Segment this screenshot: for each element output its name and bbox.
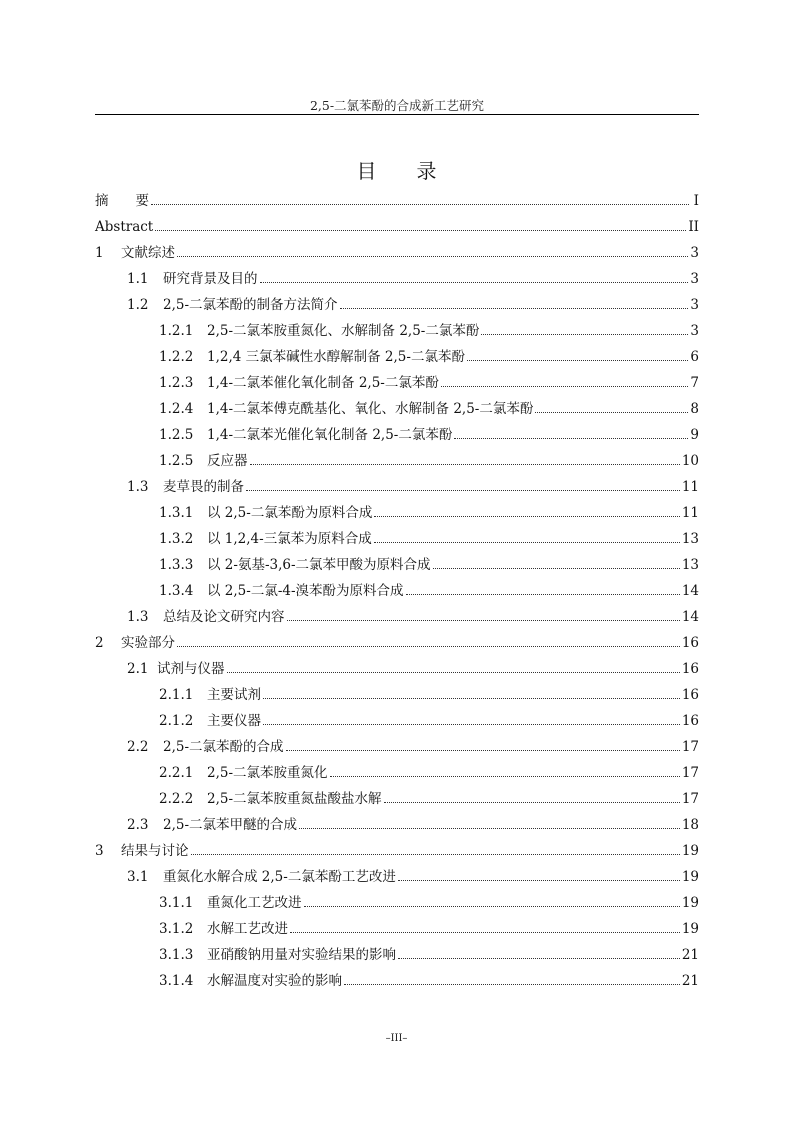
toc-entry-page: 13 xyxy=(681,557,699,573)
toc-entry-label: 研究背景及目的 xyxy=(163,271,258,287)
toc-entry-label: 水解工艺改进 xyxy=(207,921,288,937)
toc-entry[interactable] xyxy=(95,521,699,547)
toc-entry-label: 以 2-氨基-3,6-二氯苯甲酸为原料合成 xyxy=(207,557,431,573)
toc-entry-number: 2.1.2 xyxy=(159,713,194,729)
toc-entry[interactable] xyxy=(95,417,699,443)
toc-entry-page: 9 xyxy=(690,427,699,443)
toc-entry-number: 2.2.2 xyxy=(159,791,194,807)
toc-entry[interactable] xyxy=(95,963,699,989)
toc-entry-number: 1.2.1 xyxy=(159,323,194,339)
dot-leader xyxy=(151,204,689,205)
dot-leader xyxy=(384,802,680,803)
toc-entry[interactable] xyxy=(95,651,699,677)
toc-entry-label: 重氮化工艺改进 xyxy=(207,895,302,911)
toc-entry-number: 1.2.3 xyxy=(159,375,194,391)
toc-entry[interactable] xyxy=(95,495,699,521)
toc-entry-number: 2 xyxy=(95,635,104,651)
toc-entry[interactable] xyxy=(95,599,699,625)
toc-entry-page: 13 xyxy=(681,531,699,547)
dot-leader xyxy=(374,542,680,543)
toc-entry-page: 16 xyxy=(681,661,699,677)
toc-entry-number: 1.3.1 xyxy=(159,505,194,521)
dot-leader xyxy=(290,932,680,933)
toc-entry-page: 19 xyxy=(681,895,699,911)
dot-leader xyxy=(304,906,680,907)
toc-entry-number: 1.2.5 xyxy=(159,453,194,469)
toc-entry-label: 水解温度对实验的影响 xyxy=(207,973,342,989)
dot-leader xyxy=(263,724,680,725)
toc-entry[interactable] xyxy=(95,807,699,833)
toc-entry-label: 1,4-二氯苯傅克酰基化、氧化、水解制备 2,5-二氯苯酚 xyxy=(207,401,534,417)
toc-entry-number: 3.1.4 xyxy=(159,973,194,989)
toc-entry-label: 2,5-二氯苯酚的合成 xyxy=(163,739,284,755)
toc-entry[interactable] xyxy=(95,937,699,963)
toc-entry-label: 1,2,4 三氯苯碱性水醇解制备 2,5-二氯苯酚 xyxy=(207,349,465,365)
toc-entry-number: 1.2.2 xyxy=(159,349,194,365)
toc-entry-page: I xyxy=(693,193,699,209)
toc-entry-label: 2,5-二氯苯酚的制备方法简介 xyxy=(163,297,338,313)
toc-entry[interactable] xyxy=(95,755,699,781)
toc-entry-label: 实验部分 xyxy=(121,635,175,651)
toc-entry-number: 3.1.1 xyxy=(159,895,194,911)
toc-entry-number: 3.1.3 xyxy=(159,947,194,963)
toc-entry-label: 以 1,2,4-三氯苯为原料合成 xyxy=(207,531,372,547)
header-rule xyxy=(95,114,699,115)
toc-entry[interactable] xyxy=(95,729,699,755)
toc-entry-page: 21 xyxy=(681,973,699,989)
toc-entry[interactable] xyxy=(95,365,699,391)
page-number: –III– xyxy=(385,1033,408,1044)
toc-entry[interactable] xyxy=(95,781,699,807)
dot-leader xyxy=(433,568,680,569)
toc-entry[interactable] xyxy=(95,443,699,469)
dot-leader xyxy=(344,984,680,985)
toc-entry-page: 16 xyxy=(681,687,699,703)
toc-entry-page: 3 xyxy=(690,245,699,261)
dot-leader xyxy=(177,646,680,647)
toc-entry-page: 19 xyxy=(681,921,699,937)
dot-leader xyxy=(398,880,680,881)
toc-entry-number: 2.2 xyxy=(127,739,149,755)
toc-entry-number: 1.3 xyxy=(127,609,149,625)
toc-entry[interactable] xyxy=(95,313,699,339)
toc-entry-label: Abstract xyxy=(95,219,154,235)
toc-entry-label: 结果与讨论 xyxy=(121,843,189,859)
toc-entry-label: 1,4-二氯苯催化氧化制备 2,5-二氯苯酚 xyxy=(207,375,439,391)
toc-entry-page: 18 xyxy=(681,817,699,833)
dot-leader xyxy=(155,230,686,231)
toc-entry-number: 2.3 xyxy=(127,817,149,833)
dot-leader xyxy=(250,464,680,465)
toc-entry-label: 亚硝酸钠用量对实验结果的影响 xyxy=(207,947,396,963)
toc-entry-page: 14 xyxy=(681,609,699,625)
toc-entry-label: 主要仪器 xyxy=(207,713,261,729)
dot-leader xyxy=(246,490,680,491)
dot-leader xyxy=(454,438,688,439)
toc-entry-number: 2.2.1 xyxy=(159,765,194,781)
toc-entry-label: 反应器 xyxy=(207,453,248,469)
toc-entry-number: 2.1.1 xyxy=(159,687,194,703)
running-header: 2,5-二氯苯酚的合成新工艺研究 xyxy=(309,98,485,113)
toc-entry[interactable] xyxy=(95,859,699,885)
dot-leader xyxy=(260,282,689,283)
toc-entry-page: 3 xyxy=(690,323,699,339)
toc-entry-number: 1.2.5 xyxy=(159,427,194,443)
toc-entry[interactable] xyxy=(95,261,699,287)
toc-entry-label: 2,5-二氯苯胺重氮化、水解制备 2,5-二氯苯酚 xyxy=(207,323,480,339)
toc-entry-page: 17 xyxy=(681,791,699,807)
toc-entry[interactable] xyxy=(95,183,699,209)
dot-leader xyxy=(299,828,680,829)
toc-entry-label: 2,5-二氯苯甲醚的合成 xyxy=(163,817,298,833)
toc-entry-page: 11 xyxy=(681,505,699,521)
dot-leader xyxy=(227,672,680,673)
toc-entry[interactable] xyxy=(95,287,699,313)
toc-entry-label: 摘 要 xyxy=(95,193,149,209)
toc-entry-number: 1.3.2 xyxy=(159,531,194,547)
dot-leader xyxy=(287,620,680,621)
toc-entry[interactable] xyxy=(95,235,699,261)
toc-entry-label: 文献综述 xyxy=(121,245,175,261)
dot-leader xyxy=(286,750,680,751)
toc-entry-page: 6 xyxy=(690,349,699,365)
toc-entry[interactable] xyxy=(95,573,699,599)
toc-entry-page: 21 xyxy=(681,947,699,963)
toc-entry-page: II xyxy=(688,219,699,235)
toc-entry-page: 17 xyxy=(681,765,699,781)
toc-entry-number: 1.3.3 xyxy=(159,557,194,573)
toc-entry-label: 2,5-二氯苯胺重氮化 xyxy=(207,765,328,781)
toc-entry-page: 19 xyxy=(681,843,699,859)
dot-leader xyxy=(177,256,688,257)
dot-leader xyxy=(406,594,680,595)
toc-entry[interactable] xyxy=(95,209,699,235)
dot-leader xyxy=(374,516,679,517)
dot-leader xyxy=(191,854,680,855)
toc-entry[interactable] xyxy=(95,677,699,703)
toc-entry-page: 3 xyxy=(690,271,699,287)
dot-leader xyxy=(535,412,688,413)
toc-entry-page: 10 xyxy=(681,453,699,469)
toc-entry-number: 1.3.4 xyxy=(159,583,194,599)
toc-entry-label: 麦草畏的制备 xyxy=(163,479,244,495)
toc-entry-number: 1.1 xyxy=(127,271,149,287)
toc-entry-number: 3.1.2 xyxy=(159,921,194,937)
toc-entry[interactable] xyxy=(95,391,699,417)
toc-entry-label: 1,4-二氯苯光催化氧化制备 2,5-二氯苯酚 xyxy=(207,427,453,443)
toc-entry-label: 2,5-二氯苯胺重氮盐酸盐水解 xyxy=(207,791,382,807)
toc-entry[interactable] xyxy=(95,703,699,729)
toc-entry-label: 主要试剂 xyxy=(207,687,261,703)
toc-entry-page: 8 xyxy=(690,401,699,417)
toc-entry-page: 19 xyxy=(681,869,699,885)
toc-entry-page: 17 xyxy=(681,739,699,755)
toc-entry-page: 14 xyxy=(681,583,699,599)
toc-entry-label: 重氮化水解合成 2,5-二氯苯酚工艺改进 xyxy=(163,869,396,885)
toc-entry-label: 以 2,5-二氯苯酚为原料合成 xyxy=(207,505,373,521)
dot-leader xyxy=(398,958,680,959)
toc-entry-number: 1.3 xyxy=(127,479,149,495)
toc-entry-label: 试剂与仪器 xyxy=(157,661,225,677)
toc-entry[interactable] xyxy=(95,547,699,573)
toc-entry-page: 16 xyxy=(681,713,699,729)
dot-leader xyxy=(481,334,688,335)
toc-entry-number: 3 xyxy=(95,843,104,859)
dot-leader xyxy=(441,386,689,387)
toc-entry-label: 总结及论文研究内容 xyxy=(163,609,285,625)
toc-entry[interactable] xyxy=(95,469,699,495)
toc-entry-number: 1.2.4 xyxy=(159,401,194,417)
toc-entry-number: 1.2 xyxy=(127,297,149,313)
toc-entry-number: 1 xyxy=(95,245,104,261)
toc-entry-label: 以 2,5-二氯-4-溴苯酚为原料合成 xyxy=(207,583,404,599)
dot-leader xyxy=(330,776,680,777)
toc-entry[interactable] xyxy=(95,911,699,937)
dot-leader xyxy=(263,698,680,699)
table-of-contents xyxy=(95,183,699,989)
toc-entry-number: 3.1 xyxy=(127,869,149,885)
toc-entry-number: 2.1 xyxy=(127,661,149,677)
toc-entry-page: 16 xyxy=(681,635,699,651)
toc-title: 目录 xyxy=(356,159,477,183)
dot-leader xyxy=(467,360,688,361)
toc-entry-page: 11 xyxy=(681,479,699,495)
toc-entry-page: 3 xyxy=(690,297,699,313)
toc-entry[interactable] xyxy=(95,833,699,859)
dot-leader xyxy=(340,308,689,309)
toc-entry-page: 7 xyxy=(690,375,699,391)
toc-entry[interactable] xyxy=(95,625,699,651)
toc-entry[interactable] xyxy=(95,885,699,911)
toc-entry[interactable] xyxy=(95,339,699,365)
